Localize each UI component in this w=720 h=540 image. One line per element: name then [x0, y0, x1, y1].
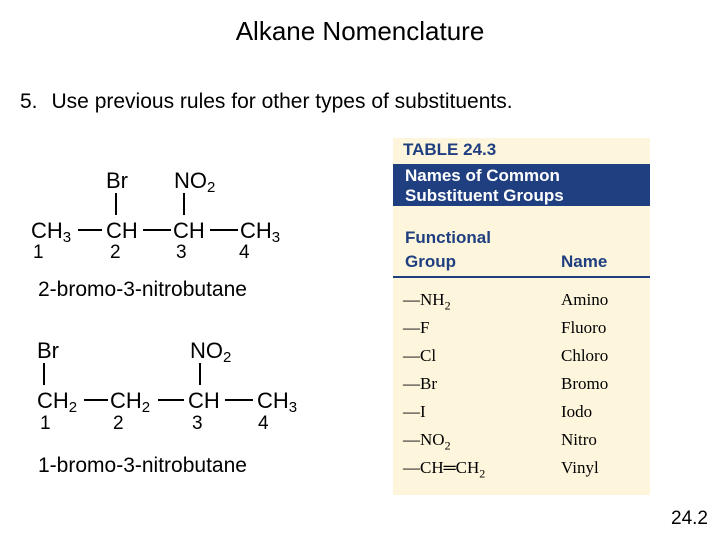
carbon-number: 3 [176, 242, 187, 263]
group-formula: —Br [403, 374, 437, 393]
group-formula: $—CH═CH_2$ [403, 458, 486, 481]
slide-title: Alkane Nomenclature [235, 16, 485, 46]
group-formula: —I [403, 402, 426, 421]
group-formula: $—NO_2$ [403, 430, 451, 453]
group-name: Nitro [561, 430, 597, 449]
table-row [393, 346, 650, 373]
point-number: 5. [20, 90, 38, 113]
bond-vertical [183, 193, 185, 215]
carbon-number: 2 [113, 413, 124, 434]
bond-vertical [199, 363, 201, 385]
substituent-table [393, 138, 650, 495]
bond-vertical [43, 363, 45, 385]
carbon-1: $CH_3$ [31, 218, 72, 246]
carbon-number: 1 [40, 413, 51, 434]
substituent-br: Br [37, 338, 59, 363]
carbon-number: 2 [110, 242, 121, 263]
table-row [393, 402, 650, 429]
carbon-number: 4 [239, 242, 250, 263]
bond-horizontal [84, 399, 108, 401]
group-name: Vinyl [561, 458, 599, 477]
bond-horizontal [210, 229, 238, 231]
caption-line: Substituent Groups [405, 186, 564, 205]
carbon-2: $CH_2$ [110, 388, 151, 416]
carbon-4: $CH_3$ [257, 388, 298, 416]
carbon-number: 4 [258, 413, 269, 434]
substituent-no2: $NO_2$ [190, 338, 232, 366]
group-formula: $—NH_2$ [403, 290, 451, 313]
carbon-number: 3 [192, 413, 203, 434]
caption-line: Names of Common [405, 166, 560, 185]
carbon-4: $CH_3$ [240, 218, 281, 246]
carbon-1: $CH_2$ [37, 388, 78, 416]
group-name: Iodo [561, 402, 593, 421]
table-row [393, 430, 650, 457]
group-name: Fluoro [561, 318, 607, 337]
compound-name: 1-bromo-3-nitrobutane [38, 454, 247, 477]
table-row [393, 318, 650, 345]
bond-vertical [115, 193, 117, 215]
column-header-name: Name [561, 252, 608, 271]
carbon-3: CH [188, 388, 220, 413]
bond-horizontal [78, 229, 102, 231]
group-formula: —Cl [403, 346, 437, 365]
carbon-3: CH [173, 218, 205, 243]
bond-horizontal [225, 399, 253, 401]
bond-horizontal [158, 399, 184, 401]
table-row [393, 458, 650, 485]
carbon-2: CH [106, 218, 138, 243]
column-header-group: Group [405, 252, 456, 271]
table-row [393, 290, 650, 317]
point-text: Use previous rules for other types of substituents. [51, 90, 513, 113]
table-caption [393, 164, 650, 206]
substituent-br: Br [106, 168, 128, 193]
compound-name: 2-bromo-3-nitrobutane [38, 278, 247, 301]
substituent-no2: $NO_2$ [174, 168, 216, 196]
bond-horizontal [143, 229, 171, 231]
group-name: Amino [561, 290, 609, 309]
group-formula: —F [403, 318, 430, 337]
column-header-group: Functional [405, 228, 491, 247]
table-row [393, 374, 650, 401]
group-name: Bromo [561, 374, 609, 393]
point-5 [20, 90, 513, 114]
table-heading: TABLE 24.3 [403, 140, 497, 159]
table-rule [393, 276, 650, 278]
slide-number: 24.2 [671, 508, 708, 529]
carbon-number: 1 [33, 242, 44, 263]
group-name: Chloro [561, 346, 609, 365]
